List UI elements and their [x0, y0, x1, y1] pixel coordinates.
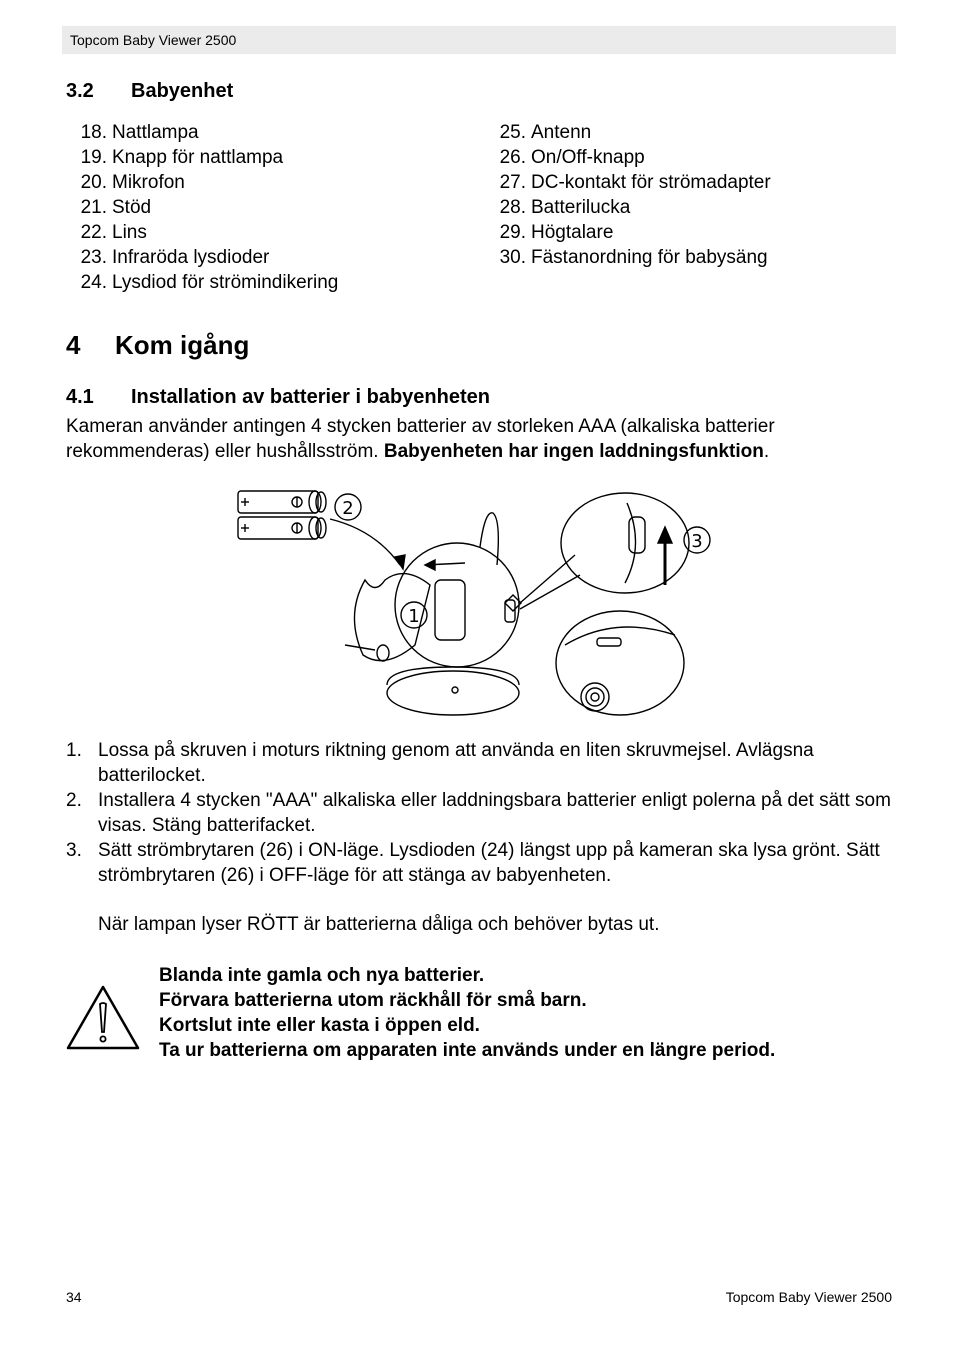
list-item: 24. Lysdiod för strömindikering — [80, 272, 339, 293]
callout-1: 1 — [408, 606, 420, 627]
section-heading-4-1 — [66, 386, 766, 412]
list-item: 3. Sätt strömbrytaren (26) i ON-läge. Lysdioden (24) längst upp på kameran ska lysa grönt. Sätt strömbrytaren (26) i OFF-läge för att stänga av babyenheten. — [66, 840, 880, 886]
chapter-heading-4 — [66, 330, 666, 364]
battery-icon — [238, 517, 326, 539]
list-item: 25. Antenn — [499, 122, 592, 143]
intro-bold-text: Babyenheten har ingen laddningsfunktion — [383, 441, 764, 462]
section-number: 4.1 — [66, 386, 94, 408]
header-title: Topcom Baby Viewer 2500 — [70, 32, 237, 48]
battery-icon — [238, 491, 326, 513]
warning-line: Kortslut inte eller kasta i öppen eld. — [159, 1015, 480, 1036]
intro-paragraph — [66, 414, 896, 464]
parts-list-right — [494, 120, 771, 270]
intro-end: . — [763, 441, 770, 462]
section-heading-3-2 — [66, 80, 666, 106]
warnings-list — [159, 963, 775, 1063]
battery-installation-illustration — [235, 485, 725, 720]
list-item: 18. Nattlampa — [80, 122, 199, 143]
intro-text: Kameran använder antingen 4 stycken batterier av storleken AAA (alkaliska batterier rekommenderas) eller hushållsström. — [66, 416, 775, 462]
callout-2: 2 — [342, 498, 354, 519]
list-item: 30. Fästanordning för babysäng — [499, 247, 768, 268]
parts-list-left — [75, 120, 338, 295]
list-item: 26. On/Off-knapp — [499, 147, 645, 168]
section-number: 3.2 — [66, 80, 94, 102]
warning-line: Ta ur batterierna om apparaten inte används under en längre period. — [159, 1040, 776, 1061]
list-item: 22. Lins — [80, 222, 147, 243]
warning-line: Förvara batterierna utom räckhåll för små barn. — [159, 990, 587, 1011]
note-text: När lampan lyser RÖTT är batterierna dåliga och behöver bytas ut. — [98, 914, 660, 935]
page-header — [62, 26, 896, 54]
section-title: Installation av batterier i babyenheten — [131, 386, 490, 408]
list-item: 20. Mikrofon — [80, 172, 185, 193]
callout-3: 3 — [691, 531, 703, 552]
chapter-number: 4 — [66, 330, 81, 360]
footer-title: Topcom Baby Viewer 2500 — [725, 1289, 892, 1305]
list-item: 23. Infraröda lysdioder — [80, 247, 270, 268]
list-item: 29. Högtalare — [499, 222, 614, 243]
warning-triangle-icon — [66, 984, 140, 1052]
list-item: 19. Knapp för nattlampa — [80, 147, 284, 168]
warning-line: Blanda inte gamla och nya batterier. — [159, 965, 485, 986]
list-item: 2. Installera 4 stycken "AAA" alkaliska eller laddningsbara batterier enligt polerna på det sätt som visas. Stäng batterifacket. — [66, 790, 891, 836]
list-item: 21. Stöd — [80, 197, 152, 218]
chapter-title: Kom igång — [115, 330, 250, 360]
steps-list — [66, 738, 896, 888]
list-item: 1. Lossa på skruven i moturs riktning genom att använda en liten skruvmejsel. Avlägsna batterilocket. — [66, 740, 814, 786]
section-title: Babyenhet — [131, 80, 234, 102]
list-item: 28. Batterilucka — [499, 197, 631, 218]
list-item: 27. DC-kontakt för strömadapter — [499, 172, 771, 193]
page-number: 34 — [66, 1289, 82, 1305]
